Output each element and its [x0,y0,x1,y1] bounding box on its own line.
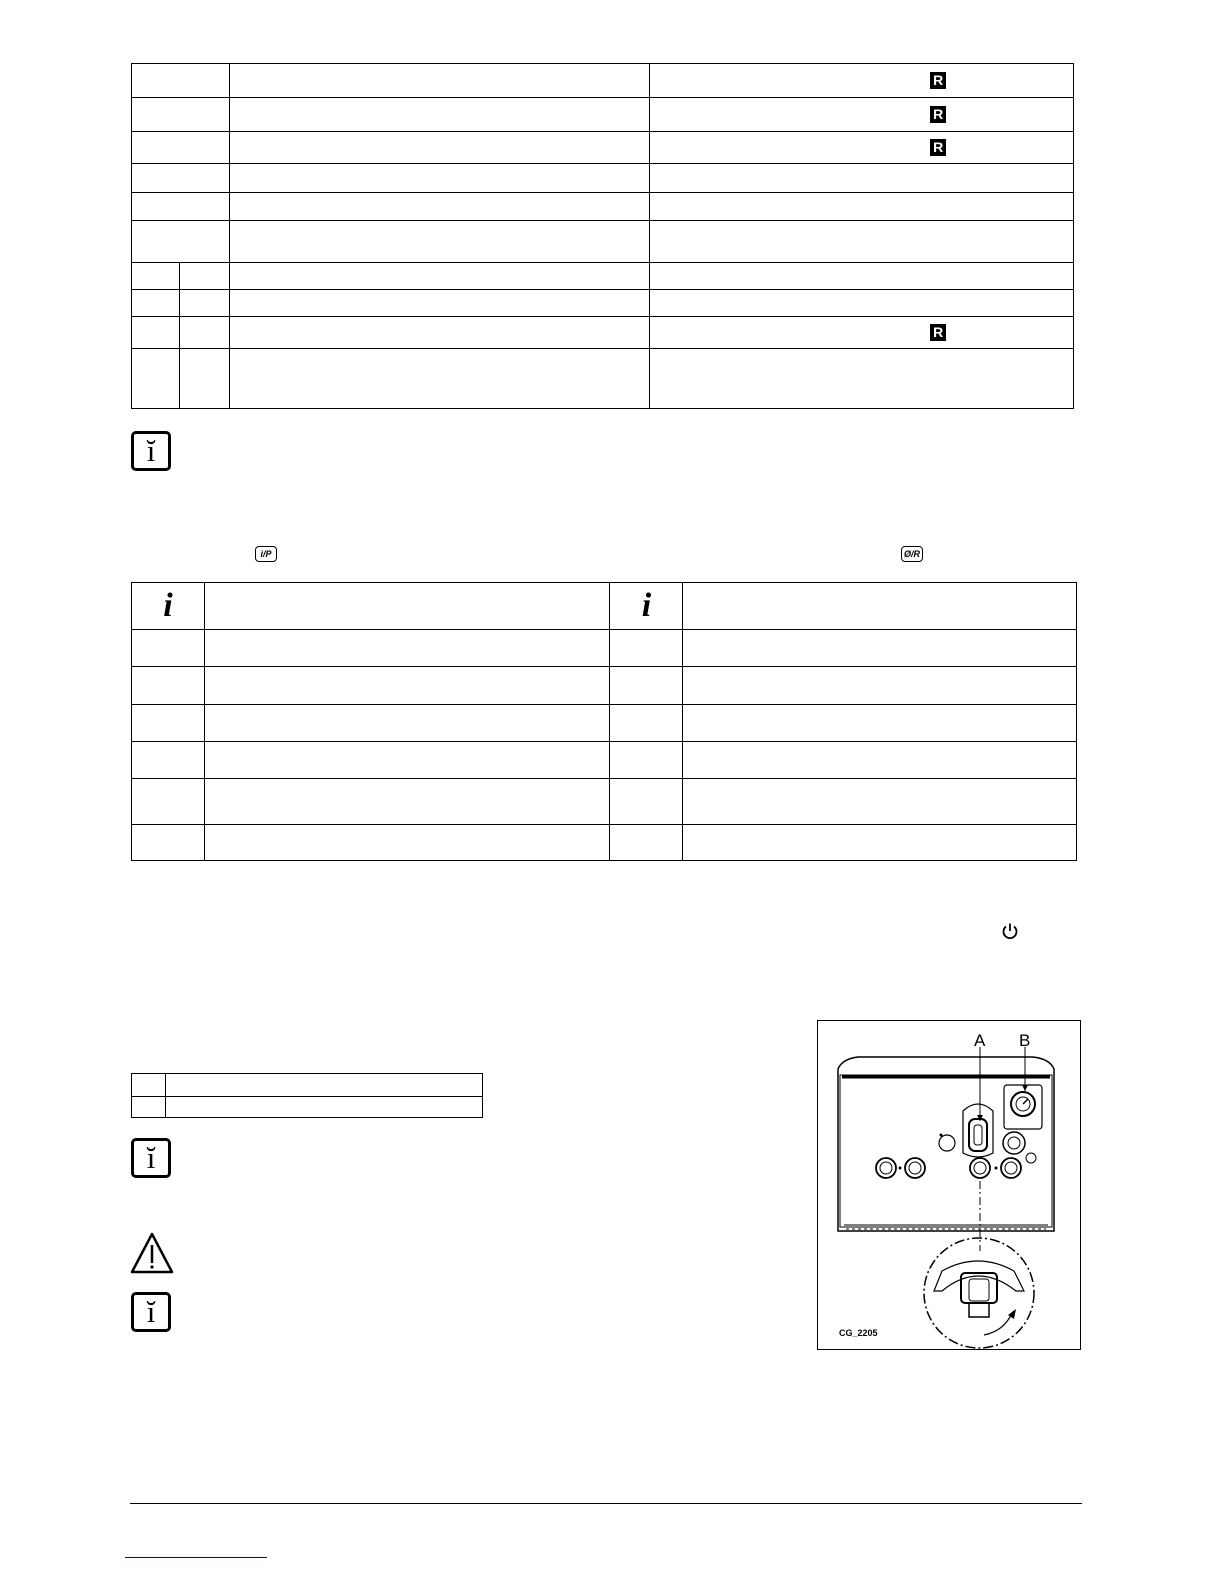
info-key-icon: i/P [255,546,277,562]
table-row [132,630,1077,667]
figure-code: CG_2205 [839,1328,878,1338]
table-row [132,779,1077,825]
r-badge: R [930,72,946,89]
boiler-diagram [818,1021,1080,1349]
r-badge: R [930,139,946,156]
table-row [132,98,1074,132]
table-row [132,349,1074,409]
r-badge: R [930,106,946,123]
table-header-row [132,583,1077,630]
info-note-icon: ĭ [131,1138,171,1178]
table-row [132,193,1074,221]
table-row [132,667,1077,705]
table-row [132,317,1074,349]
figure-label-a: A [974,1031,986,1050]
r-badge: R [930,324,946,341]
footer-link-underline[interactable] [125,1557,267,1558]
info-i-icon: i [163,587,173,624]
figure-label-b: B [1019,1031,1031,1050]
table-row [132,742,1077,779]
small-table [131,1073,483,1118]
footer-rule [130,1503,1082,1504]
warning-icon [130,1232,174,1274]
info-note-icon: ĭ [131,1292,171,1332]
table-row [132,64,1074,98]
top-table [131,63,1074,409]
table-row [132,132,1074,164]
table-row [132,221,1074,263]
table-row [132,263,1074,290]
boiler-figure [817,1020,1081,1350]
table-row [132,1074,483,1097]
table-row [132,164,1074,193]
table-row [132,1097,483,1118]
table-row [132,290,1074,317]
reset-key-icon: Ø/R [901,546,923,562]
info-note-icon: ĭ [131,431,171,471]
info-table [131,582,1077,861]
info-i-icon: i [641,587,652,624]
power-icon [1001,922,1019,940]
table-row [132,825,1077,861]
table-row [132,705,1077,742]
